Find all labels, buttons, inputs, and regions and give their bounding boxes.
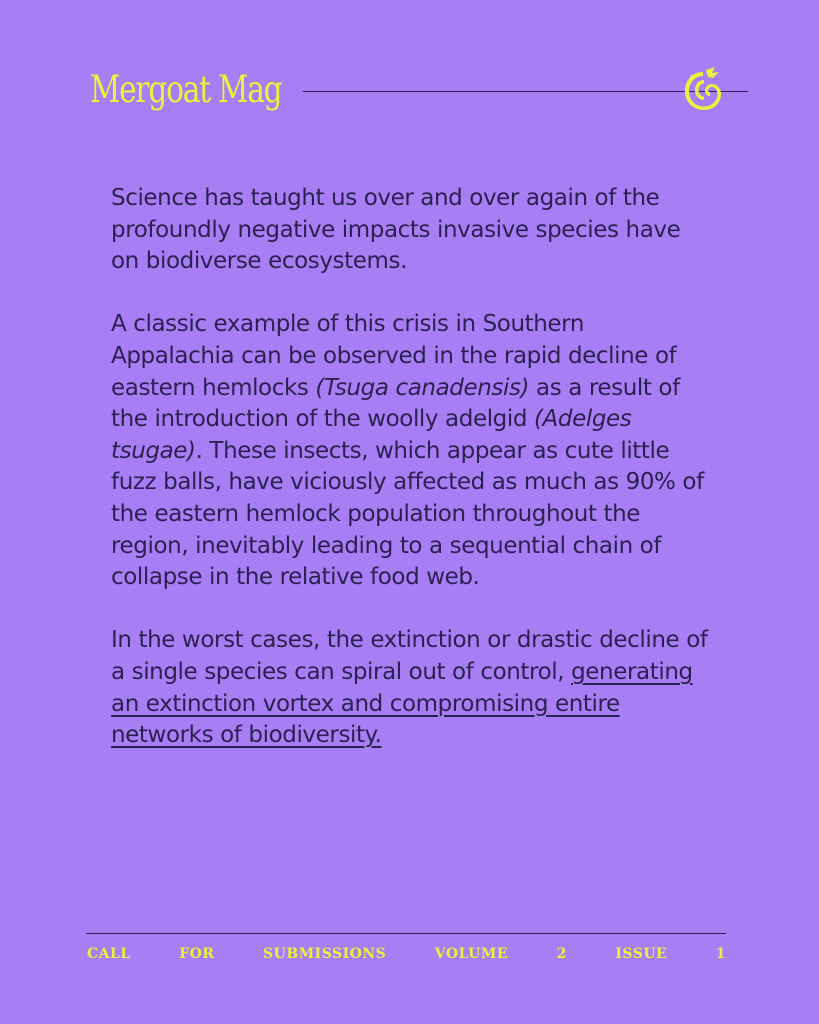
footer — [87, 946, 726, 962]
footer-divider — [86, 933, 726, 934]
footer-item-volume: VOLUME — [434, 946, 509, 962]
extinction-vortex-link[interactable]: generating an extinction vortex and compromising entire networks of biodiversity. — [111, 658, 693, 749]
footer-item-issue-number: 1 — [715, 946, 726, 962]
paragraph-1-text: Science has taught us over and over again of the profoundly negative impacts invasive species have on biodiverse ecosystems. — [111, 185, 681, 275]
header — [90, 62, 730, 122]
footer-item-volume-number: 2 — [556, 946, 567, 962]
goat-logo-icon — [682, 66, 724, 114]
footer-item-call: CALL — [87, 946, 131, 962]
paragraph-2-text-c: . These insects, which appear as cute little fuzz balls, have viciously affected as much as 90% of the eastern hemlock population throughout the region, inevitably leading to a sequential chain of collapse in the relative food web. — [111, 437, 704, 591]
paragraph-1 — [111, 183, 711, 278]
paragraph-3-text: In the worst cases, the extinction or drastic decline of a single species can spiral out of control, — [111, 627, 708, 685]
brand-title: Mergoat Mag — [90, 68, 282, 111]
footer-item-for: FOR — [179, 946, 215, 962]
paragraph-2 — [111, 309, 711, 593]
scientific-name-adelgid: (Adelges tsugae) — [111, 406, 632, 464]
paragraph-3 — [111, 625, 711, 751]
footer-item-issue: ISSUE — [615, 946, 668, 962]
paragraph-2-text-a: A classic example of this crisis in Southern Appalachia can be observed in the rapid decline of eastern hemlocks — [111, 311, 677, 401]
paragraph-2-text-b: as a result of the introduction of the woolly adelgid — [111, 374, 680, 433]
footer-item-submissions: SUBMISSIONS — [263, 946, 387, 962]
scientific-name-hemlock: (Tsuga canadensis) — [315, 374, 530, 401]
article-body — [111, 183, 711, 783]
